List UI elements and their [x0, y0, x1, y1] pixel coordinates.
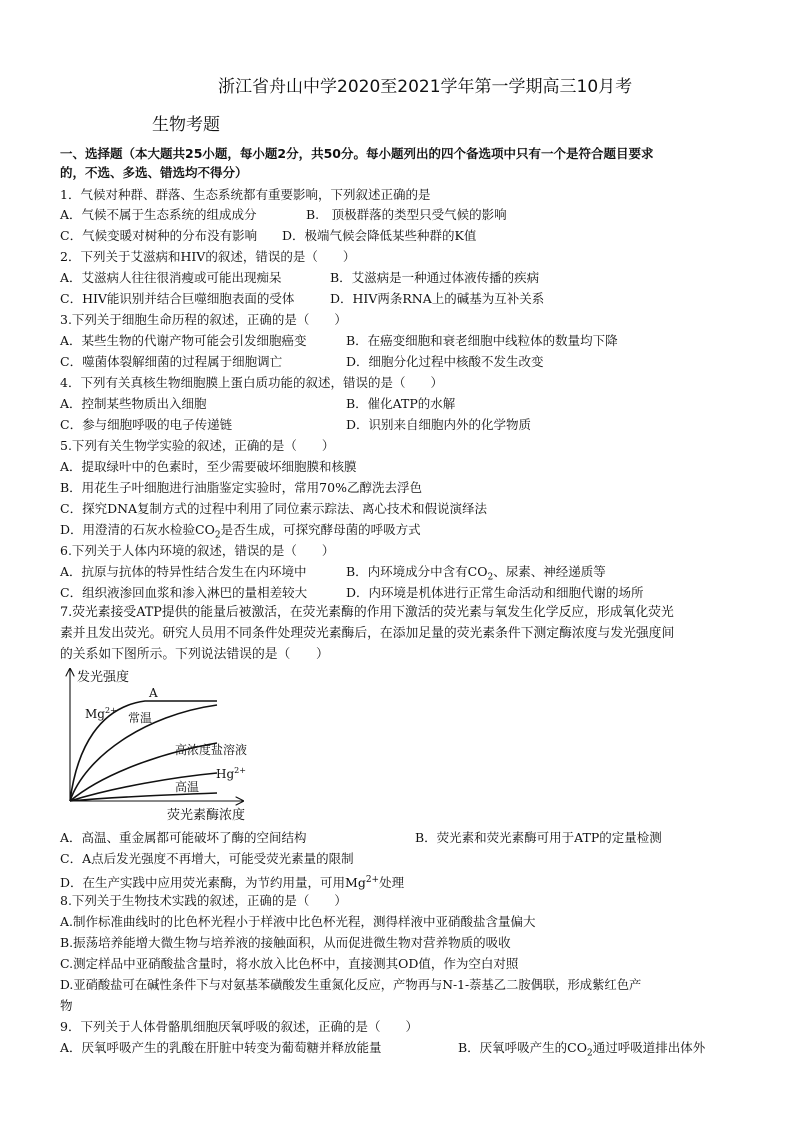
q7-option-d-rest: 处理: [379, 875, 405, 891]
q6-option-a: A．抗原与抗体的特异性结合发生在内环境中: [60, 564, 307, 579]
q7-stem-line3: 的关系如下图所示。下列说法错误的是（ ）: [60, 647, 329, 662]
q5-option-c: C．探究DNA复制方式的过程中利用了同位素示踪法、离心技术和假说演绎法: [60, 501, 488, 516]
label-high-temp: 高温: [175, 780, 200, 794]
q6-option-b-text: B．内环境成分中含有CO: [346, 564, 488, 579]
q5-option-d-rest: 是否生成，可探究酵母菌的呼吸方式: [220, 522, 421, 537]
q5-option-d: [60, 521, 421, 545]
section-heading-line1: 一、选择题（本大题共25小题，每小题2分，共50分。每小题列出的四个备选项中只有一个是符合题目要求: [60, 146, 654, 161]
q1-option-d: D．极端气候会降低某些种群的K值: [282, 228, 477, 243]
label-point-a: A: [149, 686, 158, 700]
q5-option-b: B．用花生子叶细胞进行油脂鉴定实验时，常用70%乙醇洗去浮色: [60, 480, 422, 495]
q1-option-b: B. 顶极群落的类型只受气候的影响: [306, 207, 507, 222]
q7-stem-line2: 素并且发出荧光。研究人员用不同条件处理荧光素酶后，在添加足量的荧光素条件下测定酶浓度与发光强度间: [60, 626, 675, 641]
q9-option-b-text: B．厌氧呼吸产生的CO: [458, 1040, 587, 1055]
q5-option-d-subscript: 2: [214, 530, 221, 541]
q2-option-c: C．HIV能识别并结合巨噬细胞表面的受体: [60, 291, 295, 306]
q6-option-b: [346, 563, 606, 587]
q2-option-a: A．艾滋病人往往很消瘦或可能出现痴呆: [60, 270, 282, 285]
q5-option-d-text: D．用澄清的石灰水检验CO: [60, 522, 215, 537]
label-hg: [216, 766, 246, 781]
q5-stem: 5.下列有关生物学实验的叙述，正确的是（ ）: [60, 438, 335, 453]
q8-option-d-line1: D.亚硝酸盐可在碱性条件下与对氨基苯磺酸发生重氮化反应，产物再与N-1-萘基乙二胺偶联，形成紫红色产: [60, 978, 642, 992]
q3-option-a: A．某些生物的代谢产物可能会引发细胞癌变: [60, 333, 307, 348]
q2-stem: 2．下列关于艾滋病和HIV的叙述，错误的是（ ）: [60, 249, 356, 264]
q3-option-c: C．噬菌体裂解细菌的过程属于细胞调亡: [60, 354, 283, 369]
y-axis-label: 发光强度: [77, 670, 130, 685]
label-hg-text: Hg: [216, 767, 235, 781]
q6-option-c: C．组织液渗回血浆和渗入淋巴的量相差较大: [60, 585, 308, 600]
q4-stem: 4．下列有关真核生物细胞膜上蛋白质功能的叙述，错误的是（ ）: [60, 375, 443, 390]
section-heading-line2: 的，不选、多选、错选均不得分）: [60, 165, 248, 180]
q9-option-b-rest: 通过呼吸道排出体外: [592, 1040, 706, 1055]
label-mg: [85, 706, 117, 721]
q3-option-d: D．细胞分化过程中核酸不发生改变: [346, 354, 544, 369]
q3-option-b: B．在癌变细胞和衰老细胞中线粒体的数量均下降: [346, 333, 618, 348]
q2-option-b: B．艾滋病是一种通过体液传播的疾病: [330, 270, 540, 285]
q4-option-b: B．催化ATP的水解: [346, 396, 456, 411]
q8-option-a: A.制作标准曲线时的比色杯光程小于样液中比色杯光程，测得样液中亚硝酸盐含量偏大: [60, 914, 536, 929]
q6-option-b-rest: 、尿素、神经递质等: [493, 564, 606, 579]
exam-subtitle: 生物考题: [152, 115, 220, 135]
q7-stem-line1: 7.荧光素接受ATP提供的能量后被激活，在荧光素酶的作用下激活的荧光素与氧发生化学反应，形成氧化荧光: [60, 605, 674, 620]
q8-stem: 8.下列关于生物技术实践的叙述，正确的是（ ）: [60, 893, 347, 908]
label-salt: 高浓度盐溶液: [175, 743, 248, 757]
q7-option-c: C．A点后发光强度不再增大，可能受荧光素量的限制: [60, 851, 354, 866]
q2-option-d: D．HIV两条RNA上的碱基为互补关系: [330, 291, 545, 306]
q8-option-c: C.测定样品中亚硝酸盐含量时，将水放入比色杯中，直接测其OD值，作为空白对照: [60, 956, 519, 971]
exam-title: 浙江省舟山中学2020至2021学年第一学期高三10月考: [218, 77, 633, 97]
q6-option-b-subscript: 2: [487, 572, 494, 583]
q9-option-b: [458, 1039, 705, 1063]
q9-option-b-subscript: 2: [587, 1048, 593, 1059]
x-axis-label: 荧光素酶浓度: [167, 808, 246, 823]
q1-option-c: C．气候变暖对树种的分布没有影响: [60, 228, 258, 243]
q5-option-a: A．提取绿叶中的色素时，至少需要破坏细胞膜和核膜: [60, 459, 357, 474]
q4-option-c: C．参与细胞呼吸的电子传递链: [60, 417, 233, 432]
q9-stem: 9．下列关于人体骨骼肌细胞厌氧呼吸的叙述，正确的是（ ）: [60, 1019, 418, 1034]
label-normal-temp: 常温: [128, 711, 153, 725]
q4-option-a: A．控制某些物质出入细胞: [60, 396, 207, 411]
enzyme-curve-figure: [55, 667, 285, 825]
q7-option-d-text: D．在生产实践中应用荧光素酶，为节约用量，可用Mg: [60, 875, 366, 891]
q1-stem: 1．气候对种群、群落、生态系统都有重要影响，下列叙述正确的是: [60, 187, 431, 202]
q7-option-d: [60, 871, 404, 892]
q6-stem: 6.下列关于人体内环境的叙述，错误的是（ ）: [60, 543, 335, 558]
q3-stem: 3.下列关于细胞生命历程的叙述，正确的是（ ）: [60, 312, 347, 327]
q6-option-d: D．内环境是机体进行正常生命活动和细胞代谢的场所: [346, 585, 644, 600]
q8-option-d-line2: 物: [60, 998, 73, 1013]
q1-option-a: A．气候不属于生态系统的组成成分: [60, 207, 257, 222]
label-mg-text: Mg: [85, 707, 105, 721]
q4-option-d: D．识别来自细胞内外的化学物质: [346, 417, 532, 432]
q7-option-a: A．高温、重金属都可能破坏了酶的空间结构: [60, 830, 307, 845]
label-mg-sup: 2+: [104, 706, 117, 715]
q7-option-b: B．荧光素和荧光素酶可用于ATP的定量检测: [415, 830, 662, 845]
q7-option-d-superscript: 2+: [365, 875, 380, 885]
label-hg-sup: 2+: [234, 766, 246, 775]
q8-option-b: B.振荡培养能增大微生物与培养液的接触面积，从而促进微生物对营养物质的吸收: [60, 935, 511, 950]
q9-option-a: A．厌氧呼吸产生的乳酸在肝脏中转变为葡萄糖并释放能量: [60, 1040, 382, 1055]
